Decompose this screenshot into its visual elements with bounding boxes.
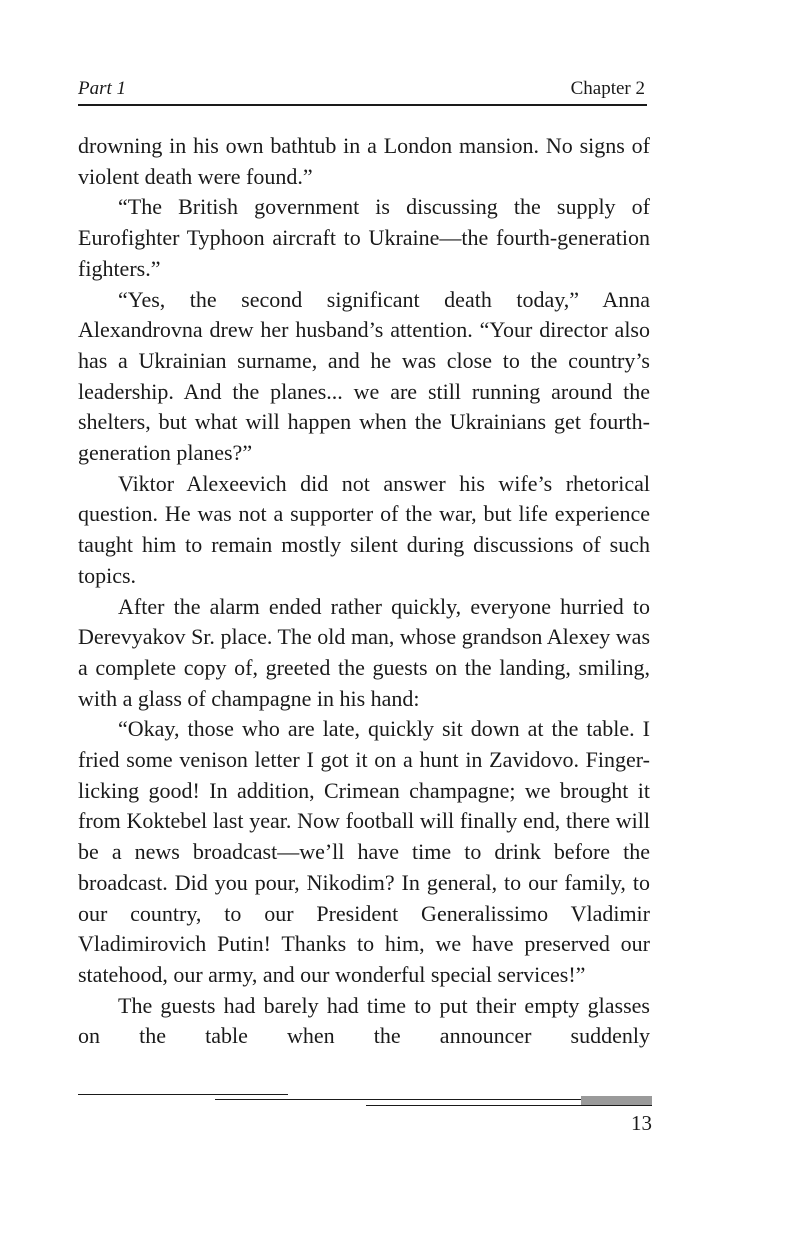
paragraph-3: “Yes, the second significant death today,” Anna Alexandrovna drew her husband’s attention. “Your director also has a Ukrainian surname, and he was close to the country’s leadership. And the planes... we are still running around the shelters, but what will happen when the Ukrainians get fourth-generation planes?” (78, 286, 650, 466)
page-body (78, 131, 650, 1052)
paragraph-5: After the alarm ended rather quickly, everyone hurried to Derevyakov Sr. place. The old man, whose grandson Alexey was a complete copy of, greeted the guests on the landing, smiling, with a glass of champagne in his hand: (78, 593, 650, 711)
header-rule (78, 104, 647, 106)
running-header (78, 74, 647, 104)
paragraph-6: “Okay, those who are late, quickly sit down at the table. I fried some venison letter I got it on a hunt in Zavidovo. Finger-licking good! In addition, Crimean champagne; we brought it from Koktebel last year. Now football will finally end, there will be a news broadcast—we’ll have time to drink before the broadcast. Did you pour, Nikodim? In general, to our family, to our country, to our President Generalissimo Vladimir Vladimirovich Putin! Thanks to him, we have preserved our statehood, our army, and our wonderful special services!” (78, 716, 650, 987)
footer-ornament (78, 1090, 652, 1110)
paragraph-1: drowning in his own bathtub in a London mansion. No signs of violent death were found.” (78, 133, 650, 189)
paragraph-2: “The British government is discussing the supply of Eurofighter Typhoon aircraft to Ukraine—the fourth-generation fighters.” (78, 194, 650, 281)
paragraph-4: Viktor Alexeevich did not answer his wife’s rhetorical question. He was not a supporter of the war, but life experience taught him to remain mostly silent during discussions of such topics. (78, 470, 650, 588)
paragraph-7: The guests had barely had time to put their empty glasses on the table when the announcer suddenly (78, 992, 650, 1049)
chapter-label: Chapter 2 (570, 78, 645, 99)
footer-rule-1 (78, 1094, 288, 1095)
part-label: Part 1 (78, 78, 127, 99)
page-number: 13 (631, 1111, 652, 1135)
footer-rule-3 (366, 1105, 652, 1106)
